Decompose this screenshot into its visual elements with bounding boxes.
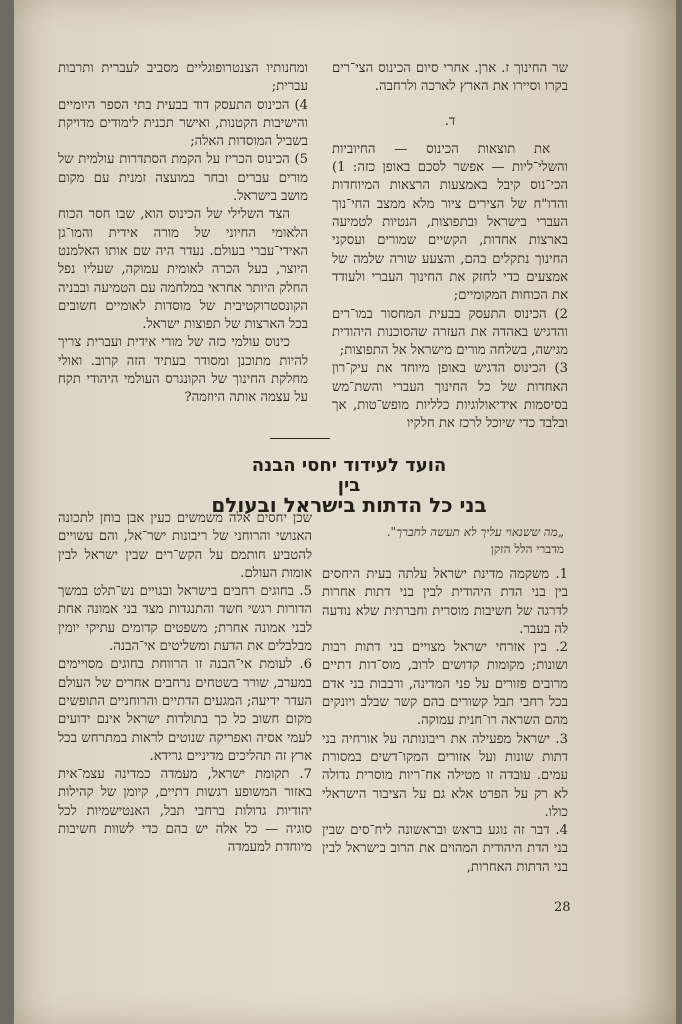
article-heading-line-2: בין (337, 475, 361, 496)
section-marker: ד. (444, 113, 456, 129)
book-page (14, 0, 676, 1024)
numbered-paragraph: 2. בין אזרחי ישראל מצויים בני דתות רבות ושונות; מקומות קדושים לרוב, מוס־דות דתיים מרובים פזורים על פני המדינה, ורבבות בני אדם בכל רחבי תבל קשורים בהם קשר שבלב ויונקים מהם השראה רו־חנית עמוקה. (322, 640, 568, 729)
paragraph: ומחנותיו הצנטרופוגליים מסביב לעברית ותרבות עברית; (58, 61, 308, 95)
numbered-paragraph: 5. בחוגים רחבים בישראל ובגויים נש־תלט במשך הדורות רגשי חשד והתנגדות מצד בני אמונה אחת לבני אמונה אחרת; משפטים קדומים עתיקי יומין מבלבלים את הדעת ומשליטים אי־הבנה. (58, 584, 312, 655)
paragraph: את תוצאות הכינוס — החיוביות והשלי־ליות — אפשר לסכם באופן כזה: 1) הכי־נוס קיבל באמצעות הרצאות המיוחדות והדו"ח של הצירים ציור מלא ממצב החי־נוך העברי בישראל ובתפוצות, הנטיות לטמיעה בארצות אחדות, הקשיים שמורים ועסקני החינוך נתקלים בהם, והצעע שורה שלמה של אמצעים כדי לחזק את החינוך העברי ולעודד את הכוחות המקומיים; (332, 141, 568, 304)
page-number: 28 (554, 900, 571, 915)
numbered-paragraph: 4. דבר זה נוגע בראש ובראשונה ליח־סים שבין בני הדת היהודית המהוים את הרוב בישראל לבין בני הדתות האחרות, (322, 823, 568, 875)
paragraph: 5) הכינוס הכריז על הקמת הסתדרות עולמית של מורים עברים ובחר במועצה זמנית עם מקום מושב בישראל. (58, 152, 308, 205)
paragraph: 4) הכינוס התעסק דוד בבעית בתי הספר היומיים והישיבות הקטנות, ואישר תכנית לימודים מדויקת בשביל המוסדות האלה; (58, 97, 308, 150)
section-divider (270, 438, 330, 439)
numbered-paragraph: 7. תקומת ישראל, מעמדה כמדינה עצמ־אית באזור המשופע רגשות דתיים, קיומן של קהילות יהודיות גדולות ברחבי תבל, האנטישמיות לכל סוגיה — כל אלה יש בהם כדי לשוות חשיבות מיוחדת למעמדה (58, 767, 312, 856)
epigraph-source: מדברי הלל הזקן (490, 542, 564, 556)
bottom-left-column (58, 510, 312, 858)
top-right-column (332, 60, 568, 434)
paragraph: 2) הכינוס התעסק בבעית המחסור במו־רים והדגיש באהדה את העזרה שהסוכנות היהודית מגישה, בשלחה מורים מישראל אל התפוצות; (332, 306, 568, 359)
epigraph-quote: „מה ששנאוי עליך לא תעשה לחברך". (386, 525, 564, 539)
paragraph: שכן יחסים אלה משמשים כעין אבן בוחן לתכונה האנושי והרוחני של ריבונות ישר־אל, והם עשויים להטביע חותמם על הקש־רים שבין ישראל לבין אומות העולם. (58, 511, 312, 581)
numbered-paragraph: 6. לעומת אי־הבנה זו הרווחת בחוגים מסויימים במערב, שורר בשטחים נרחבים אחרים של העולם העדר ידיעה; המגעים הדתיים והרוחניים התופשים מקום חשוב כל כך בתולדות ישראל אינם ידועים לעמי אסיה ואפריקה שנוטים לראות במתרחש בכל ארץ זה תהליכים מדיניים גרידא. (58, 657, 312, 764)
numbered-paragraph: 1. משקמה מדינת ישראל עלתה בעית היחסים בין בני הדת היהודית לבין בני דתות אחרות לדרגה של חשיבות מוסרית וחברתית שלא נודעה לה בעבר. (322, 567, 568, 637)
bottom-right-column (322, 566, 568, 877)
top-left-column (58, 60, 308, 408)
article-heading-line-1: הועד לעידוד יחסי הבנה (251, 455, 447, 476)
paragraph: 3) הכינוס הדגיש באופן מיוחד את עיק־רון האחדות של כל החינוך העברי והשת־מש בסיסמות אידיאולוגיות כלליות מופש־טות, אך ובלבד כדי שיוכל לרכז את חלקיו (332, 361, 568, 432)
paragraph: הצד השלילי של הכינוס הוא, שבו חסר הכוח הלאומי החיוני של מורה אידית והמו־גן האידי־עברי בעולם. נעדר היה שם אותו האלמנט היוצר, בעל הכרה לאומית עמוקה, שעליו נפל החלק היותר אחראי במלחמה עם הטמיעה ובבניה הקונסטרוקטיבית של מוסדות לאומיים חשובים בכל הארצות של תפוצות ישראל. (58, 207, 308, 333)
numbered-paragraph: 3. ישראל מפעילה את ריבונותה על אורחיה בני דתות שונות ועל אזורים המקו־דשים במסורת עמים. עובדה זו מטילה אח־ריות מוסרית גדולה לא רק על הפרט אלא גם על הציבור הישראלי כולו. (322, 731, 568, 820)
paragraph: שר החינוך ז. ארן. אחרי סיום הכינוס הצי־רים בקרו וסיירו את הארץ לארכה ולרחבה. (332, 61, 568, 95)
paragraph: כינוס עולמי כזה של מורי אידית ועברית צריך להיות מתוכנן ומסודר בעתיד הזה קרוב. ואולי מחלקת החינוך של הקונגרס העולמי היהודי תקח על עצמה אותה היוזמה? (58, 335, 308, 406)
article-heading-line-3: בני כל הדתות בישראל ובעולם (211, 493, 487, 517)
